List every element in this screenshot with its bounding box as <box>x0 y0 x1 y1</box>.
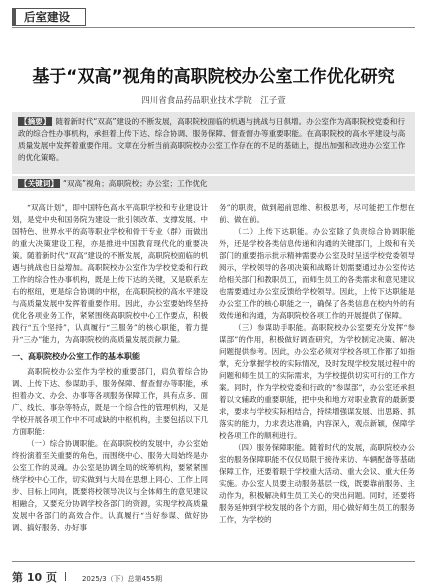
issue-info: 2025/3（下）总第455期 <box>81 575 162 583</box>
paragraph: （三）参谋助手职能。高职院校办公室要充分发挥“参谋部”的作用，积极做好调查研究，为学校制定决策、解决问题提供参考。因此，办公室必须对学校各项工作都了如指掌，充分掌握学校的实际情况，及时发现学校发展过程中的问题和师生员工的实际需求，为学校提供切实可行的工作方案。同时，作为学校党委和行政的“参谋部”，办公室还承担着以文辅政的重要职能，把中央和地方对职业教育的最新要求，要求与学校实际相结合，持续增强谋发展、出思路、抓落实的能力，力求表达准确，内容深入，观点新颖，保障学校各项工作的顺利进行。 <box>219 323 415 440</box>
paragraph: 高职院校办公室作为学校的重要部门，肩负着综合协调、上传下达、参谋助手、服务保障、督查督办等职能，承担着办文、办会、办事等各项服务保障工作，具有点多、面广、线长、事杂等特点，既是一个综合性的管理机构，又是学校开展各项工作中不可或缺的中枢机构，主要包括以下几方面职能： <box>12 367 208 436</box>
paragraph: （四）服务保障职能。随着时代的发展，高职院校办公室的服务保障职能不仅仅局限于接待来访、车辆配备等基础保障工作，还要着眼于学校重大活动、重大会议、重大任务实施。办公室人员要主动服务基层一线，既要靠前服务、主动作为，积极解决师生员工关心的突出问题。同时，还要将服务延伸到学校发展的各个方面，用心做好师生员工的服务工作，为学校的 <box>219 443 415 524</box>
abstract-tag: 【摘要】 <box>20 117 51 126</box>
abstract-text: 随着新时代“双高”建设的不断发展，高职院校面临的机遇与挑战与日俱增。办公室作为高职院校党委和行政的综合性办事机构，承担着上传下达、综合协调、服务保障、督查督办等重要职能。在高职院校的高水平建设与高质量发展中发挥着重要作用。文章在分析当前高职院校办公室工作存在的不足的基础上，提出加强和改进办公室工作的优化策略。 <box>18 117 406 162</box>
section-tag: 后室建设 <box>12 8 86 26</box>
paragraph: 务”的职责，做到超前思维、积极思考，尽可能把工作想在前、做在前。 <box>219 203 415 224</box>
body-column-left <box>12 202 208 554</box>
footer-rule <box>12 561 415 562</box>
paragraph: “双高计划”，即中国特色高水平高职学校和专业建设计划，是党中央和国务院为建设一批引领改革、支撑发展、中国特色、世界水平的高等职业学校和骨干专业（群）而做出的重大决策建设工程，亦是推进中国教育现代化的重要决策。随着新时代“双高”建设的不断发展，高职院校面临的机遇与挑战也日益增加。高职院校办公室作为学校党委和行政工作的综合性办事机构，既是上传下达的关键，又是联系左右的枢纽，更是综合协调的中枢，在高职院校的高水平建设与高质量发展中发挥着重要作用。因此，办公室要始终坚持优化各项业务工作，紧紧围绕高职院校中心工作要点，积极践行“五个坚持”，认真履行“三服务”的核心职能，着力提升“三办”能力，为高职院校的高质量发展贡献力量。 <box>12 203 208 344</box>
page-footer <box>12 566 162 585</box>
paragraph: （一）综合协调职能。在高职院校的发展中，办公室始终扮演着至关重要的角色，而围绕中心、服务大局始终是办公室工作的灵魂。办公室是协调全局的统筹机构，要紧紧围绕学校中心工作，切实做到与大局在思想上同心、工作上同步、目标上同向，既要将校领导决议与全体师生的意见建议相融合，又要充分协调学校各部门的资源，实现学校高质量发展中各部门的高效合作。认真履行“当好参谋、做好协调、搞好服务、办好事 <box>12 439 208 532</box>
section-heading: 一、高职院校办公室工作的基本职能 <box>12 352 140 361</box>
keywords-text: “双高”视角；高职院校；办公室；工作优化 <box>62 179 208 188</box>
page-number: 第 10 页 <box>12 571 57 584</box>
paragraph: （二）上传下达职能。办公室除了负责综合协调职能外，还是学校各类信息传递和沟通的关键部门，上级和有关部门的重要指示批示精神需要办公室及时呈送学校党委领导阅示，学校领导的各项决策和战略计划需要通过办公室传达给相关部门和教职员工，而师生员工的各类需求和意见建议也需要通过办公室反馈给学校领导。因此，上传下达职能是办公室工作的核心职能之一，确保了各类信息在校内外的有效传递和沟通，为高职院校各项工作的开展提供了保障。 <box>219 227 415 320</box>
footer-divider <box>65 572 66 581</box>
abstract-box <box>12 112 415 174</box>
article-title: 基于“双高”视角的高职院校办公室工作优化研究 <box>32 67 395 87</box>
keywords-tag: 【关键词】 <box>20 179 58 188</box>
header-rule <box>12 27 415 28</box>
body-column-right <box>219 202 415 554</box>
author-byline: 四川省食品药品职业技术学院 江子萱 <box>141 96 286 106</box>
keywords-box <box>12 176 415 191</box>
